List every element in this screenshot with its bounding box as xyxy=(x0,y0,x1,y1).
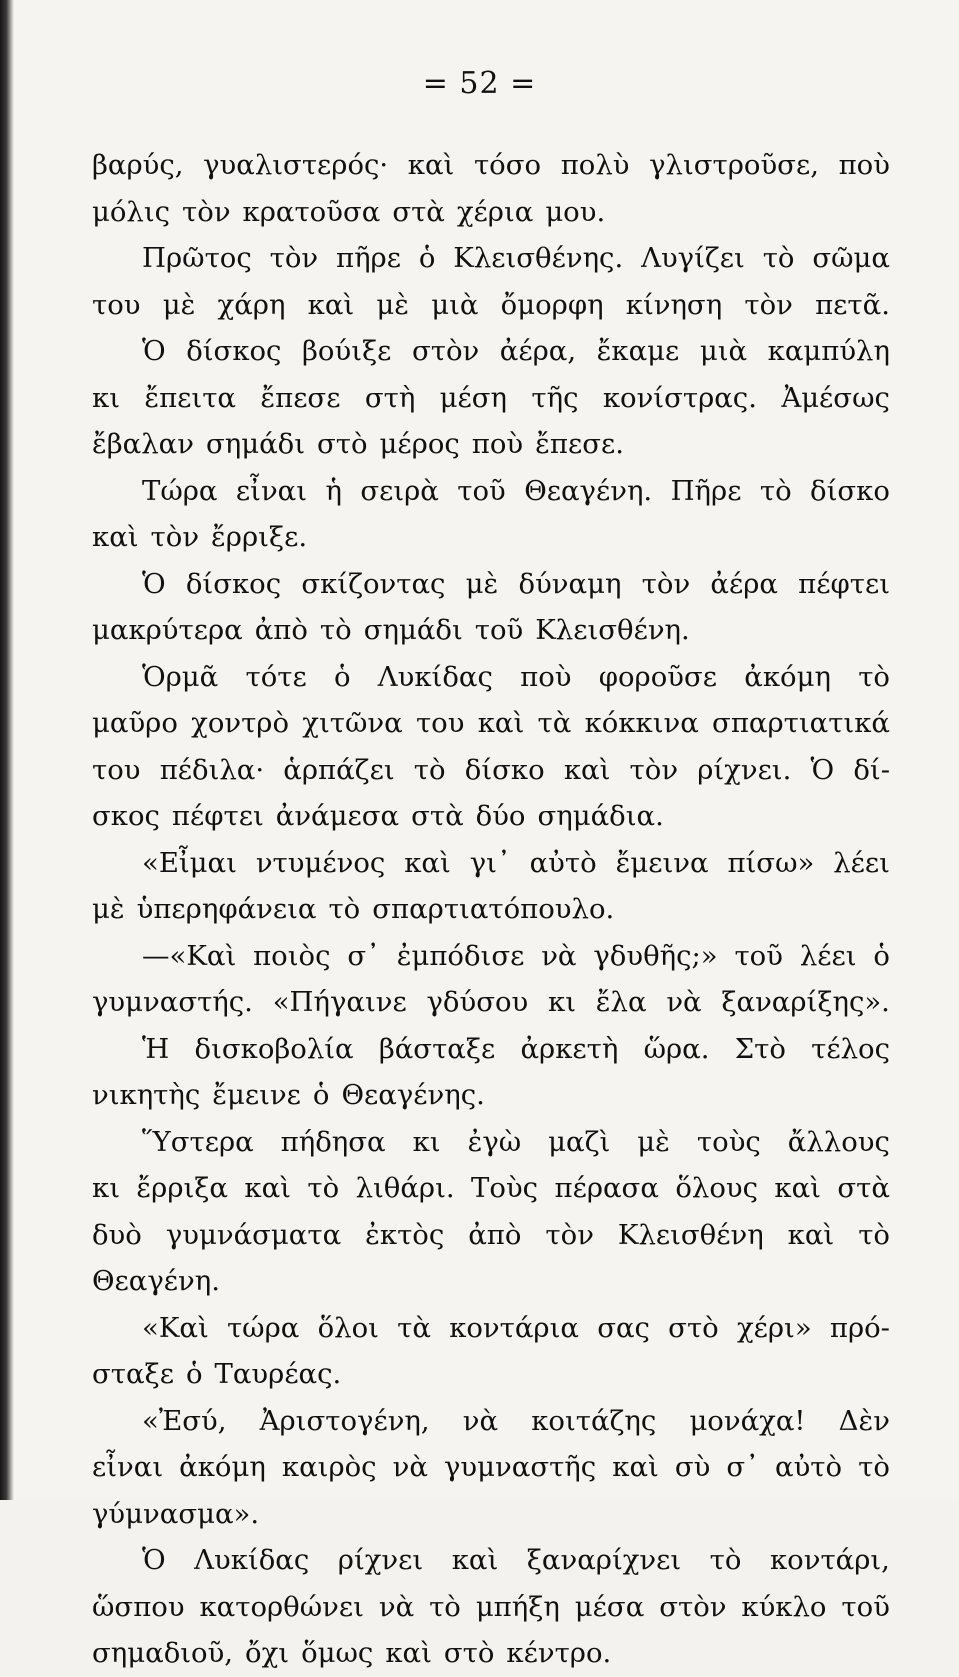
text-line: Ὁ δίσκος σκίζοντας μὲ δύναμη τὸν ἀέρα πέφτει xyxy=(142,567,890,600)
text-line: γύμνασμα». xyxy=(92,1497,260,1530)
page-number: = 52 = xyxy=(422,66,537,101)
text-line: ἔβαλαν σημάδι στὸ μέρος ποὺ ἔπεσε. xyxy=(92,428,624,460)
text-line: Ὕστερα πήδησα κι ἐγὼ μαζὶ μὲ τοὺς ἄλλους xyxy=(142,1125,890,1158)
text-line: κι ἔρριξα καὶ τὸ λιθάρι. Τοὺς πέρασα ὅλους καὶ στὰ xyxy=(92,1172,890,1204)
text-line: μακρύτερα ἀπὸ τὸ σημάδι τοῦ Κλεισθένη. xyxy=(92,614,690,646)
body-text xyxy=(92,142,890,1677)
text-line: κι ἔπειτα ἔπεσε στὴ μέση τῆς κονίστρας. Ἀμέσως xyxy=(92,381,890,414)
text-line: δυὸ γυμνάσματα ἐκτὸς ἀπὸ τὸν Κλεισθένη καὶ τὸ xyxy=(92,1218,890,1251)
text-line: του μὲ χάρη καὶ μὲ μιὰ ὄμορφη κίνηση τὸν πετᾶ. xyxy=(92,288,890,321)
text-line: «Ἐσύ, Ἀριστογένη, νὰ κοιτάζης μονάχα! Δὲν xyxy=(142,1404,890,1437)
text-line: Ὁρμᾶ τότε ὁ Λυκίδας ποὺ φοροῦσε ἀκόμη τὸ xyxy=(142,660,890,693)
text-line: σταξε ὁ Ταυρέας. xyxy=(92,1358,342,1390)
text-line: καὶ τὸν ἔρριξε. xyxy=(92,521,308,553)
page-binding-edge xyxy=(0,0,14,1500)
text-line: —«Καὶ ποιὸς σ᾿ ἐμπόδισε νὰ γδυθῆς;» τοῦ λέει ὁ xyxy=(142,939,890,972)
text-line: βαρύς, γυαλιστερός· καὶ τόσο πολὺ γλιστροῦσε, ποὺ xyxy=(92,149,890,181)
text-line: «Καὶ τώρα ὅλοι τὰ κοντάρια σας στὸ χέρι» πρό- xyxy=(142,1311,890,1344)
text-line: Ἡ δισκοβολία βάσταξε ἀρκετὴ ὥρα. Στὸ τέλος xyxy=(142,1032,890,1065)
text-line: ὥσπου κατορθώνει νὰ τὸ μπήξη μέσα στὸν κύκλο τοῦ xyxy=(92,1590,890,1623)
text-line: Τώρα εἶναι ἡ σειρὰ τοῦ Θεαγένη. Πῆρε τὸ δίσκο xyxy=(142,474,890,507)
text-line: Ὁ Λυκίδας ρίχνει καὶ ξαναρίχνει τὸ κοντάρι, xyxy=(142,1544,890,1576)
text-line: μόλις τὸν κρατοῦσα στὰ χέρια μου. xyxy=(92,195,606,228)
text-line: μαῦρο χοντρὸ χιτῶνα του καὶ τὰ κόκκινα σπαρτιατικά xyxy=(92,707,890,739)
text-line: γυμναστής. «Πήγαινε γδύσου κι ἔλα νὰ ξαναρίξης». xyxy=(92,986,890,1018)
text-line: Θεαγένη. xyxy=(92,1265,220,1297)
text-line: εἶναι ἀκόμη καιρὸς νὰ γυμναστῆς καὶ σὺ σ᾿ αὐτὸ τὸ xyxy=(92,1451,890,1483)
text-line: μὲ ὑπερηφάνεια τὸ σπαρτιατόπουλο. xyxy=(92,893,615,925)
text-line: σκος πέφτει ἀνάμεσα στὰ δύο σημάδια. xyxy=(92,800,664,832)
text-line: «Εἶμαι ντυμένος καὶ γι᾿ αὐτὸ ἔμεινα πίσω» λέει xyxy=(142,846,890,879)
text-line: σημαδιοῦ, ὄχι ὅμως καὶ στὸ κέντρο. xyxy=(92,1637,612,1669)
text-line: νικητὴς ἔμεινε ὁ Θεαγένης. xyxy=(92,1079,485,1111)
text-line: Πρῶτος τὸν πῆρε ὁ Κλεισθένης. Λυγίζει τὸ σῶμα xyxy=(142,242,890,274)
text-line: Ὁ δίσκος βούιξε στὸν ἀέρα, ἔκαμε μιὰ καμπύλη xyxy=(142,335,890,367)
text-line: του πέδιλα· ἁρπάζει τὸ δίσκο καὶ τὸν ρίχνει. Ὁ δί- xyxy=(92,753,890,786)
